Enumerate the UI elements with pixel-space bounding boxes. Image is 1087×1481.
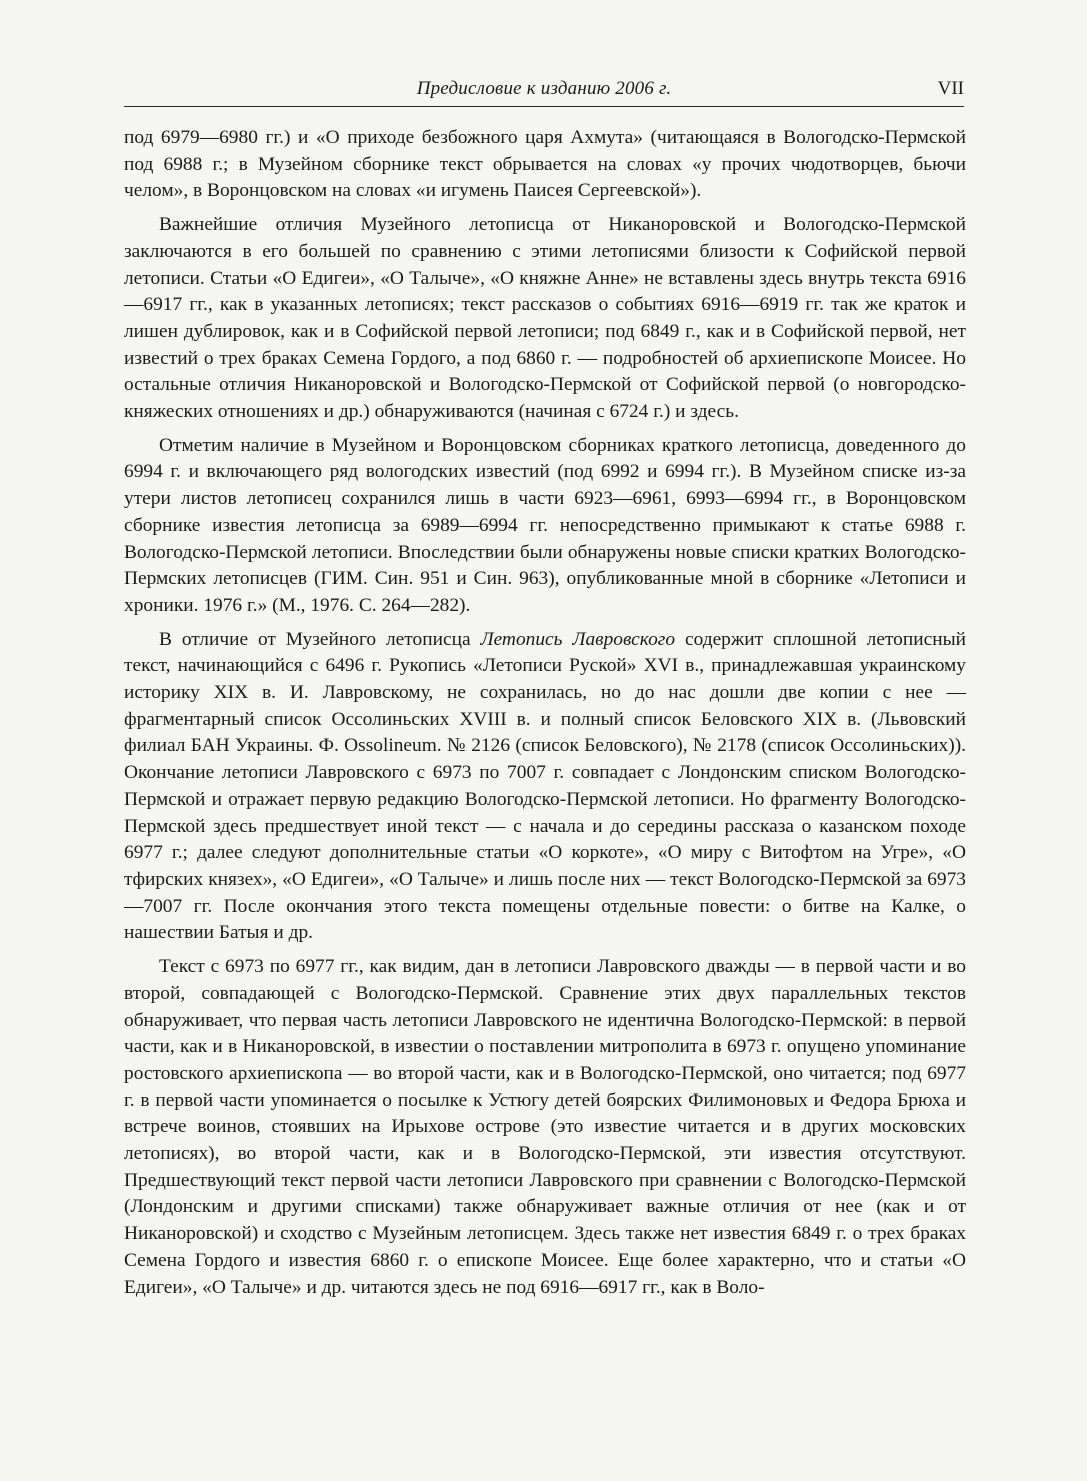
running-title: Предисловие к изданию 2006 г.: [416, 78, 672, 99]
paragraph-continuation: [124, 125, 966, 205]
italic-title: Летопись Лавровского: [480, 628, 676, 650]
paragraph: [124, 954, 966, 1301]
page-number: VII: [937, 78, 964, 99]
body-text: [124, 125, 966, 1301]
paragraph-text: В отличие от Музейного летописца: [159, 628, 481, 650]
running-header: [124, 74, 964, 107]
paragraph: [124, 433, 966, 620]
paragraph-text: Важнейшие отличия Музейного летописца от Никаноровской и Вологодско-Пермской заключаются в его большей по сравнению с этими летописями близости к Софийской первой летописи. Статьи «О Едигеи», «О Талыче», «О княжне Анне» не вставлены здесь внутрь текста 6916—6917 гг., как в указанных летописях; текст рассказов о событиях 6916—6919 гг. так же краток и лишен дублировок, как и в Софийской первой летописи; под 6849 г., как и в Софийской первой, нет известий о трех браках Семена Гордого, а под 6860 г. — подробностей об архиепископе Моисее. Но остальные отличия Никаноровской и Вологодско-Пермской от Софийской первой (о новгородско-княжеских отношениях и др.) обнаруживаются (начиная с 6724 г.) и здесь.: [124, 214, 966, 423]
paragraph: [124, 212, 966, 426]
paragraph-text: Текст с 6973 по 6977 гг., как видим, дан в летописи Лавровского дважды — в первой части и во второй, совпадающей с Вологодско-Пермской. Сравнение этих двух параллельных текстов обнаруживает, что первая часть летописи Лавровского не идентична Вологодско-Пермской: в первой части, как и в Никаноровской, в известии о поставлении митрополита в 6973 г. опущено упоминание ростовского архиепископа — во второй части, как и в Вологодско-Пермской, оно читается; под 6977 г. в первой части упоминается о посылке к Устюгу детей боярских Филимоновых и Федора Брюха и встрече воинов, стоявших на Ирыхове острове (это известие читается и в других московских летописях), во второй части, как и в Вологодско-Пермской, эти известия отсутствуют. Предшествующий текст первой части летописи Лавровского при сравнении с Вологодско-Пермской (Лондонским и другими списками) также обнаруживает важные отличия от нее (как и от Никаноровской) и сходство с Музейным летописцем. Здесь также нет известия 6849 г. о трех браках Семена Гордого и известия 6860 г. о епископе Моисее. Еще более характерно, что и статьи «О Едигеи», «О Талыче» и др. читаются здесь не под 6916—6917 гг., как в Воло-: [124, 956, 966, 1298]
paragraph-text: содержит сплошной летописный текст, начинающийся с 6496 г. Рукопись «Летописи Руской» XVI в., принадлежавшая украинскому историку XIX в. И. Лавровскому, не сохранилась, но до нас дошли две копии с нее — фрагментарный список Оссолиньских XVIII в. и полный список Беловского XIX в. (Львовский филиал БАН Украины. Ф. Ossolineum. № 2126 (список Беловского), № 2178 (список Оссолиньских)). Окончание летописи Лавровского с 6973 по 7007 г. совпадает с Лондонским списком Вологодско-Пермской и отражает первую редакцию Вологодско-Пермской летописи. Но фрагменту Вологодско-Пермской здесь предшествует иной текст — с начала и до середины рассказа о казанском походе 6977 г.; далее следуют дополнительные статьи «О коркоте», «О миру с Витофтом на Угре», «О тфирских князех», «О Едигеи», «О Талыче» и лишь после них — текст Вологодско-Пермской за 6973—7007 гг. После окончания этого текста помещены отдельные повести: о битве на Калке, о нашествии Батыя и др.: [124, 628, 967, 944]
paragraph: [124, 627, 966, 947]
paragraph-text: Отметим наличие в Музейном и Воронцовском сборниках краткого летописца, доведенного до 6994 г. и включающего ряд вологодских известий (под 6992 и 6994 гг.). В Музейном списке из-за утери листов летописец сохранился лишь в части 6923—6961, 6993—6994 гг., в Воронцовском сборнике известия летописца за 6989—6994 гг. непосредственно примыкают к статье 6988 г. Вологодско-Пермской летописи. Впоследствии были обнаружены новые списки кратких Вологодско-Пермских летописцев (ГИМ. Син. 951 и Син. 963), опубликованные мной в сборнике «Летописи и хроники. 1976 г.» (М., 1976. С. 264—282).: [124, 434, 966, 616]
paragraph-text: под 6979—6980 гг.) и «О приходе безбожного царя Ахмута» (читающаяся в Вологодско-Пермской под 6988 г.; в Музейном сборнике текст обрывается на словах «у прочих чюдотворцев, бьючи челом», в Воронцовском на словах «и игумень Паисея Сергеевской»).: [124, 127, 966, 202]
